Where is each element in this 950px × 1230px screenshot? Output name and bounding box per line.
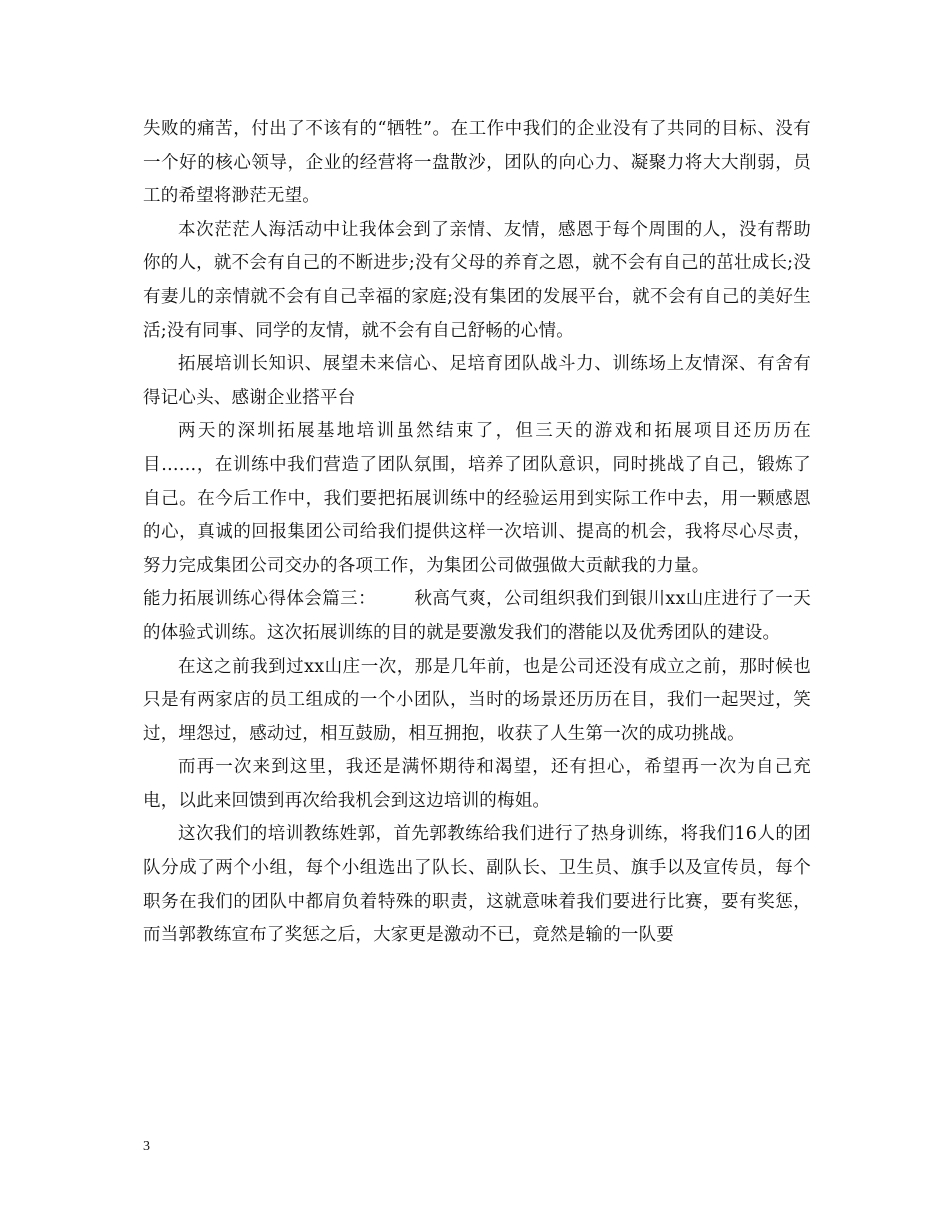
section-paragraph: [143, 583, 811, 650]
paragraph: 失败的痛苦，付出了不该有的“牺牲”。在工作中我们的企业没有了共同的目标、没有一个好的核心领导，企业的经营将一盘散沙，团队的向心力、凝聚力将大大削弱，员工的希望将渺茫无望。: [143, 119, 811, 207]
section-intro-text: 秋高气爽，公司组织我们到银川xx山庄进行了一天的体验式训练。这次拓展训练的目的就是要激发我们的潜能以及优秀团队的建设。: [143, 589, 811, 643]
paragraph: 拓展培训长知识、展望未来信心、足培育团队战斗力、训练场上友情深、有舍有得记心头、感谢企业搭平台: [143, 354, 811, 408]
section-heading: 能力拓展训练心得体会篇三：: [143, 589, 376, 610]
paragraph: 在这之前我到过xx山庄一次，那是几年前，也是公司还没有成立之前，那时候也只是有两家店的员工组成的一个小团队，当时的场景还历历在目，我们一起哭过，笑过，埋怨过，感动过，相互鼓励，相互拥抱，收获了人生第一次的成功挑战。: [143, 656, 811, 744]
page-number: 3: [143, 1139, 150, 1154]
paragraph: 这次我们的培训教练姓郭，首先郭教练给我们进行了热身训练，将我们16人的团队分成了两个小组，每个小组选出了队长、副队长、卫生员、旗手以及宣传员，每个职务在我们的团队中都肩负着特殊的职责，这就意味着我们要进行比赛，要有奖惩，而当郭教练宣布了奖惩之后，大家更是激动不已，竟然是输的一队要: [143, 824, 811, 946]
paragraph: 而再一次来到这里，我还是满怀期待和渴望，还有担心，希望再一次为自己充电，以此来回馈到再次给我机会到这边培训的梅姐。: [143, 757, 811, 811]
document-body: [143, 113, 811, 953]
paragraph: 本次茫茫人海活动中让我体会到了亲情、友情，感恩于每个周围的人，没有帮助你的人，就不会有自己的不断进步;没有父母的养育之恩，就不会有自己的茁壮成长;没有妻儿的亲情就不会有自己幸福的家庭;没有集团的发展平台，就不会有自己的美好生活;没有同事、同学的友情，就不会有自己舒畅的心情。: [143, 219, 811, 341]
paragraph: 两天的深圳拓展基地培训虽然结束了，但三天的游戏和拓展项目还历历在目……，在训练中我们营造了团队氛围，培养了团队意识，同时挑战了自己，锻炼了自己。在今后工作中，我们要把拓展训练中的经验运用到实际工作中去，用一颗感恩的心，真诚的回报集团公司给我们提供这样一次培训、提高的机会，我将尽心尽责，努力完成集团公司交办的各项工作，为集团公司做强做大贡献我的力量。: [143, 421, 811, 576]
